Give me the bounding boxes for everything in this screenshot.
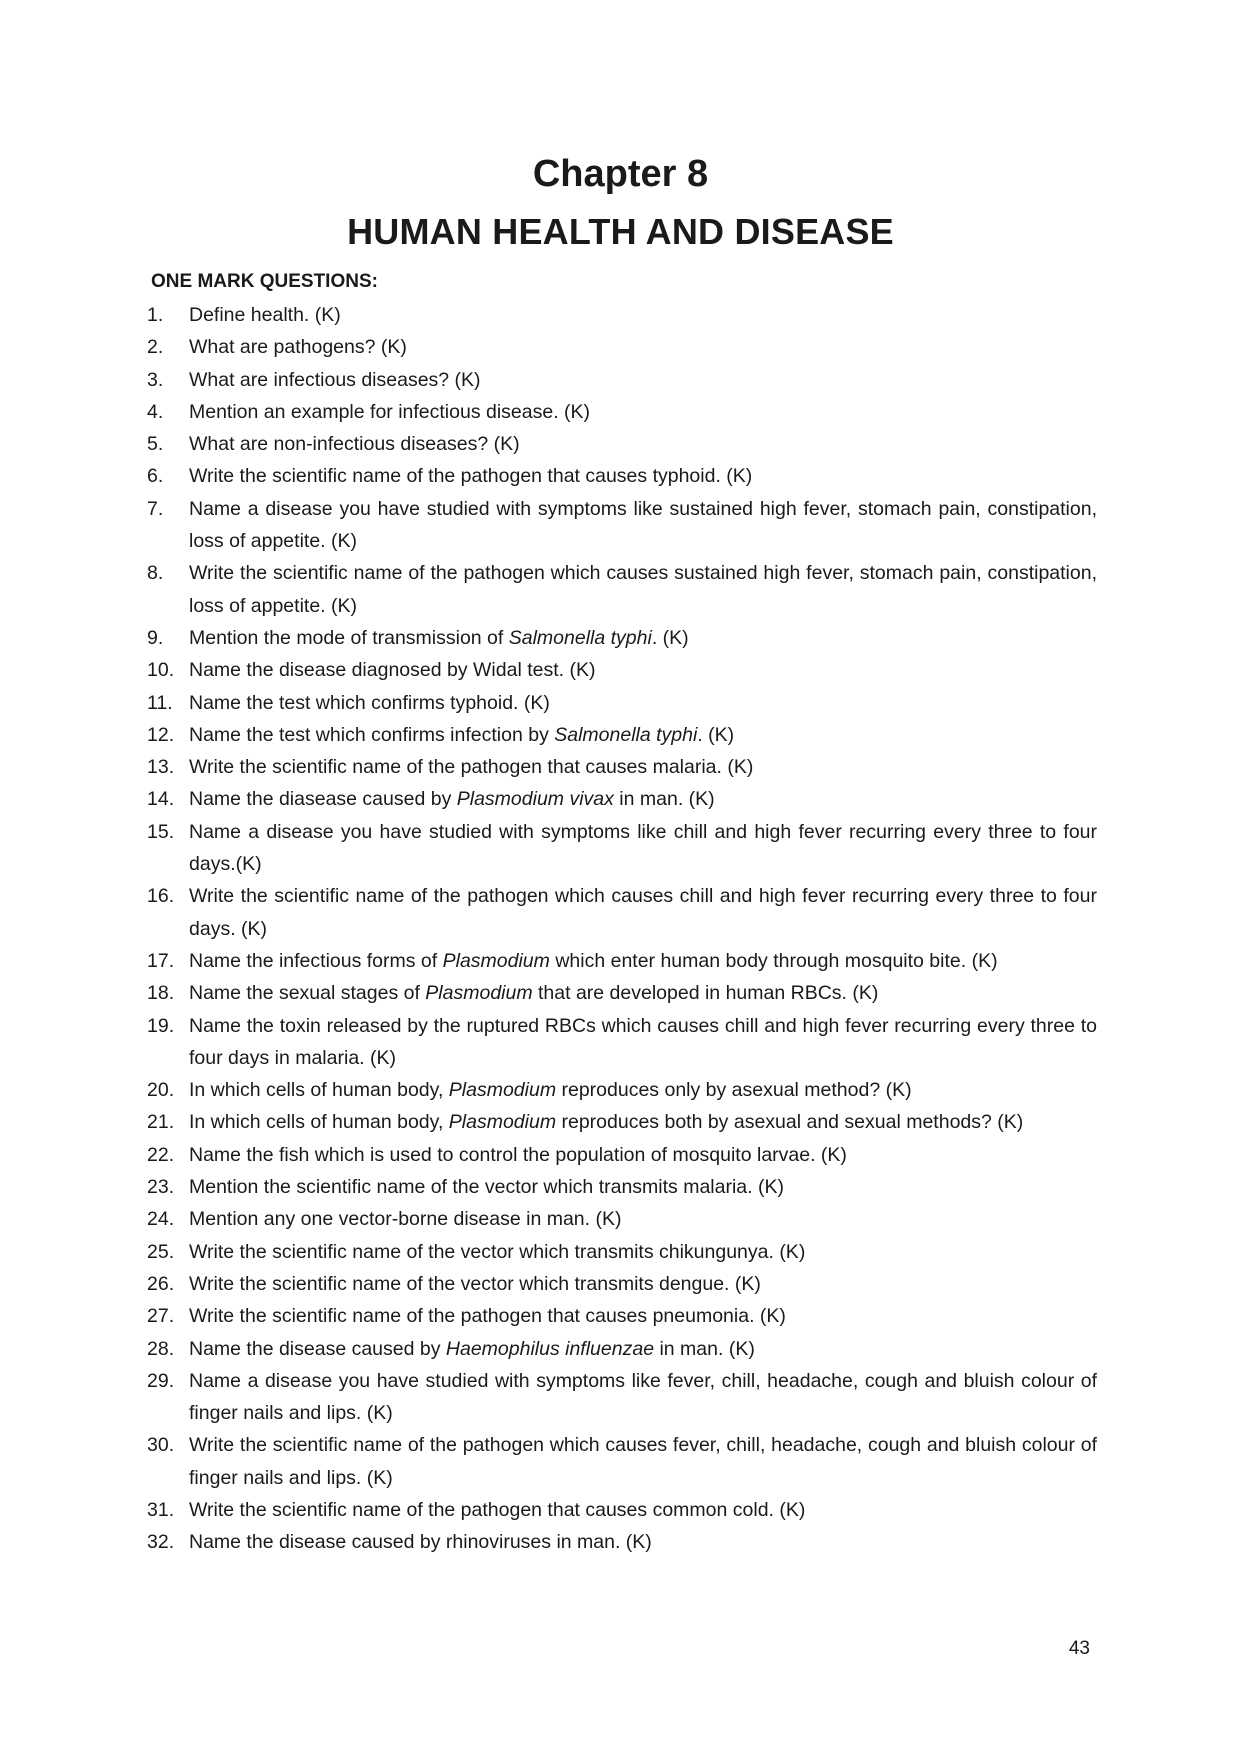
question-text bbox=[189, 1268, 1097, 1300]
question-item bbox=[147, 1106, 1097, 1138]
question-text bbox=[189, 751, 1097, 783]
question-number: 30. bbox=[147, 1434, 175, 1457]
question-text bbox=[189, 783, 1097, 815]
question-item bbox=[147, 654, 1097, 686]
question-number: 29. bbox=[147, 1369, 175, 1392]
question-item bbox=[147, 460, 1097, 492]
question-number: 20. bbox=[147, 1079, 175, 1102]
question-text bbox=[189, 460, 1097, 492]
question-text bbox=[189, 364, 1097, 396]
question-item bbox=[147, 1494, 1097, 1526]
question-item bbox=[147, 1365, 1097, 1430]
question-text bbox=[189, 1429, 1097, 1494]
page-number: 43 bbox=[1068, 1638, 1090, 1659]
question-number: 12. bbox=[147, 723, 175, 746]
question-text-segment: Name the disease caused by bbox=[189, 1337, 446, 1360]
question-text bbox=[189, 557, 1097, 622]
question-number: 21. bbox=[147, 1111, 175, 1134]
question-text-segment: Name a disease you have studied with symptoms like fever, chill, headache, cough and bluish colour of finger nails and lips. (K) bbox=[189, 1369, 1097, 1425]
question-number: 17. bbox=[147, 949, 175, 972]
question-item bbox=[147, 557, 1097, 622]
question-number: 10. bbox=[147, 659, 175, 682]
question-text-segment: reproduces only by asexual method? (K) bbox=[556, 1079, 912, 1102]
question-item bbox=[147, 816, 1097, 881]
question-text-segment: What are infectious diseases? (K) bbox=[189, 368, 481, 391]
question-text-segment: Name a disease you have studied with symptoms like chill and high fever recurring every three to four days.(K) bbox=[189, 820, 1097, 876]
question-text bbox=[189, 977, 1097, 1009]
question-text bbox=[189, 880, 1097, 945]
question-text-segment: Write the scientific name of the pathogen that causes typhoid. (K) bbox=[189, 465, 753, 488]
question-text-segment: Name the disease caused by rhinoviruses in man. (K) bbox=[189, 1531, 652, 1554]
question-item bbox=[147, 751, 1097, 783]
question-number: 26. bbox=[147, 1272, 175, 1295]
question-number: 18. bbox=[147, 982, 175, 1005]
question-item bbox=[147, 1139, 1097, 1171]
question-text bbox=[189, 654, 1097, 686]
question-item bbox=[147, 622, 1097, 654]
chapter-heading: Chapter 8 bbox=[532, 153, 709, 195]
question-text bbox=[189, 1203, 1097, 1235]
question-item bbox=[147, 331, 1097, 363]
scientific-name: Plasmodium bbox=[425, 982, 533, 1005]
question-text-segment: Write the scientific name of the pathogen that causes pneumonia. (K) bbox=[189, 1305, 786, 1328]
scientific-name: Plasmodium bbox=[442, 949, 550, 972]
question-item bbox=[147, 493, 1097, 558]
question-text-segment: Write the scientific name of the vector which transmits dengue. (K) bbox=[189, 1272, 761, 1295]
question-text-segment: Define health. (K) bbox=[189, 304, 341, 326]
scientific-name: Plasmodium bbox=[448, 1111, 557, 1134]
question-number: 22. bbox=[147, 1143, 175, 1166]
question-item bbox=[147, 1010, 1097, 1075]
question-text-segment: Write the scientific name of the pathogen that causes malaria. (K) bbox=[189, 756, 754, 779]
question-number: 4. bbox=[147, 400, 164, 423]
question-text bbox=[189, 1139, 1097, 1171]
question-number: 19. bbox=[147, 1014, 175, 1037]
question-text-segment: which enter human body through mosquito bite. (K) bbox=[549, 949, 998, 972]
question-text-segment: Name the disease diagnosed by Widal test. (K) bbox=[189, 659, 596, 682]
question-text-segment: Name the toxin released by the ruptured RBCs which causes chill and high fever recurring every three to four days in malaria. (K) bbox=[189, 1014, 1097, 1069]
question-text bbox=[189, 1106, 1097, 1138]
question-number: 32. bbox=[147, 1531, 175, 1554]
chapter-title: HUMAN HEALTH AND DISEASE bbox=[347, 211, 894, 252]
question-text-segment: Mention any one vector-borne disease in man. (K) bbox=[189, 1208, 622, 1231]
question-number: 1. bbox=[147, 304, 164, 326]
scientific-name: Haemophilus influenzae bbox=[445, 1337, 655, 1360]
question-text-segment: What are non-infectious diseases? (K) bbox=[189, 433, 520, 456]
question-number: 8. bbox=[147, 562, 164, 585]
question-number: 11. bbox=[147, 691, 173, 714]
question-text-segment: . (K) bbox=[697, 723, 735, 746]
question-text-segment: Write the scientific name of the pathogen that causes common cold. (K) bbox=[189, 1498, 806, 1521]
question-item bbox=[147, 687, 1097, 719]
question-text-segment: In which cells of human body, bbox=[189, 1111, 449, 1134]
question-list bbox=[147, 299, 1097, 1559]
scientific-name: Plasmodium bbox=[448, 1079, 557, 1102]
question-item bbox=[147, 783, 1097, 815]
question-text-segment: . (K) bbox=[651, 626, 689, 649]
question-text bbox=[189, 945, 1097, 977]
question-text-segment: reproduces both by asexual and sexual methods? (K) bbox=[556, 1111, 1024, 1134]
question-number: 16. bbox=[147, 885, 175, 908]
question-text bbox=[189, 428, 1097, 460]
question-text-segment: Write the scientific name of the vector which transmits chikungunya. (K) bbox=[189, 1240, 806, 1263]
question-text-segment: that are developed in human RBCs. (K) bbox=[532, 982, 879, 1005]
question-text-segment: Write the scientific name of the pathogen which causes fever, chill, headache, cough and bluish colour of finger nails and lips. (K) bbox=[189, 1434, 1097, 1489]
question-text bbox=[189, 1171, 1097, 1203]
question-item bbox=[147, 719, 1097, 751]
question-item bbox=[147, 428, 1097, 460]
question-number: 9. bbox=[147, 626, 164, 649]
question-text-segment: in man. (K) bbox=[613, 788, 715, 811]
question-text bbox=[189, 1074, 1097, 1106]
question-text-segment: Name the fish which is used to control the population of mosquito larvae. (K) bbox=[189, 1143, 847, 1166]
question-text bbox=[189, 622, 1097, 654]
section-heading: ONE MARK QUESTIONS: bbox=[151, 271, 378, 292]
question-text bbox=[189, 816, 1097, 881]
question-text-segment: Name the infectious forms of bbox=[189, 949, 443, 972]
question-number: 23. bbox=[147, 1176, 175, 1199]
question-text-segment: What are pathogens? (K) bbox=[189, 336, 407, 359]
question-item bbox=[147, 1268, 1097, 1300]
question-text-segment: Write the scientific name of the pathogen which causes sustained high fever, stomach pain, constipation, loss of appetite. (K) bbox=[189, 562, 1097, 617]
question-text-segment: Mention the scientific name of the vector which transmits malaria. (K) bbox=[189, 1176, 784, 1199]
question-text bbox=[189, 299, 1097, 331]
question-item bbox=[147, 364, 1097, 396]
question-item bbox=[147, 396, 1097, 428]
question-text-segment: Name the test which confirms typhoid. (K) bbox=[189, 691, 550, 714]
question-text bbox=[189, 1494, 1097, 1526]
question-text bbox=[189, 719, 1097, 751]
question-number: 3. bbox=[147, 368, 164, 391]
scientific-name: Plasmodium vivax bbox=[456, 788, 614, 811]
question-text-segment: Name a disease you have studied with symptoms like sustained high fever, stomach pain, constipation, loss of appetite. (K) bbox=[189, 497, 1097, 553]
question-text-segment: Name the sexual stages of bbox=[189, 982, 426, 1005]
question-text-segment: Mention the mode of transmission of bbox=[189, 626, 509, 649]
question-item bbox=[147, 1171, 1097, 1203]
question-text bbox=[189, 1236, 1097, 1268]
scientific-name: Salmonella typhi bbox=[508, 626, 652, 649]
scientific-name: Salmonella typhi bbox=[554, 723, 698, 746]
question-text bbox=[189, 1300, 1097, 1332]
question-number: 15. bbox=[147, 820, 175, 843]
question-number: 14. bbox=[147, 788, 175, 811]
question-item bbox=[147, 945, 1097, 977]
question-number: 2. bbox=[147, 336, 164, 359]
question-text bbox=[189, 493, 1097, 558]
question-item bbox=[147, 1074, 1097, 1106]
question-item bbox=[147, 880, 1097, 945]
question-item bbox=[147, 1203, 1097, 1235]
question-text-segment: in man. (K) bbox=[654, 1337, 755, 1360]
question-text-segment: Write the scientific name of the pathogen which causes chill and high fever recurring every three to four days. (K) bbox=[189, 885, 1097, 940]
question-number: 27. bbox=[147, 1305, 175, 1328]
question-text bbox=[189, 1526, 1097, 1558]
question-item bbox=[147, 1300, 1097, 1332]
question-number: 31. bbox=[147, 1498, 175, 1521]
question-number: 24. bbox=[147, 1208, 175, 1231]
question-item bbox=[147, 1526, 1097, 1558]
question-number: 7. bbox=[147, 497, 164, 520]
question-text-segment: In which cells of human body, bbox=[189, 1079, 449, 1102]
question-text bbox=[189, 331, 1097, 363]
question-text bbox=[189, 1365, 1097, 1430]
question-text bbox=[189, 396, 1097, 428]
question-number: 25. bbox=[147, 1240, 175, 1263]
question-item bbox=[147, 1429, 1097, 1494]
question-text-segment: Mention an example for infectious disease. (K) bbox=[189, 400, 591, 423]
question-number: 13. bbox=[147, 756, 175, 779]
question-item bbox=[147, 299, 1097, 331]
question-text bbox=[189, 1333, 1097, 1365]
question-number: 6. bbox=[147, 465, 164, 488]
question-number: 5. bbox=[147, 433, 164, 456]
question-number: 28. bbox=[147, 1337, 175, 1360]
question-item bbox=[147, 1333, 1097, 1365]
question-text-segment: Name the diasease caused by bbox=[189, 788, 457, 811]
question-text bbox=[189, 1010, 1097, 1075]
question-text-segment: Name the test which confirms infection by bbox=[189, 723, 555, 746]
question-text bbox=[189, 687, 1097, 719]
question-item bbox=[147, 1236, 1097, 1268]
question-item bbox=[147, 977, 1097, 1009]
